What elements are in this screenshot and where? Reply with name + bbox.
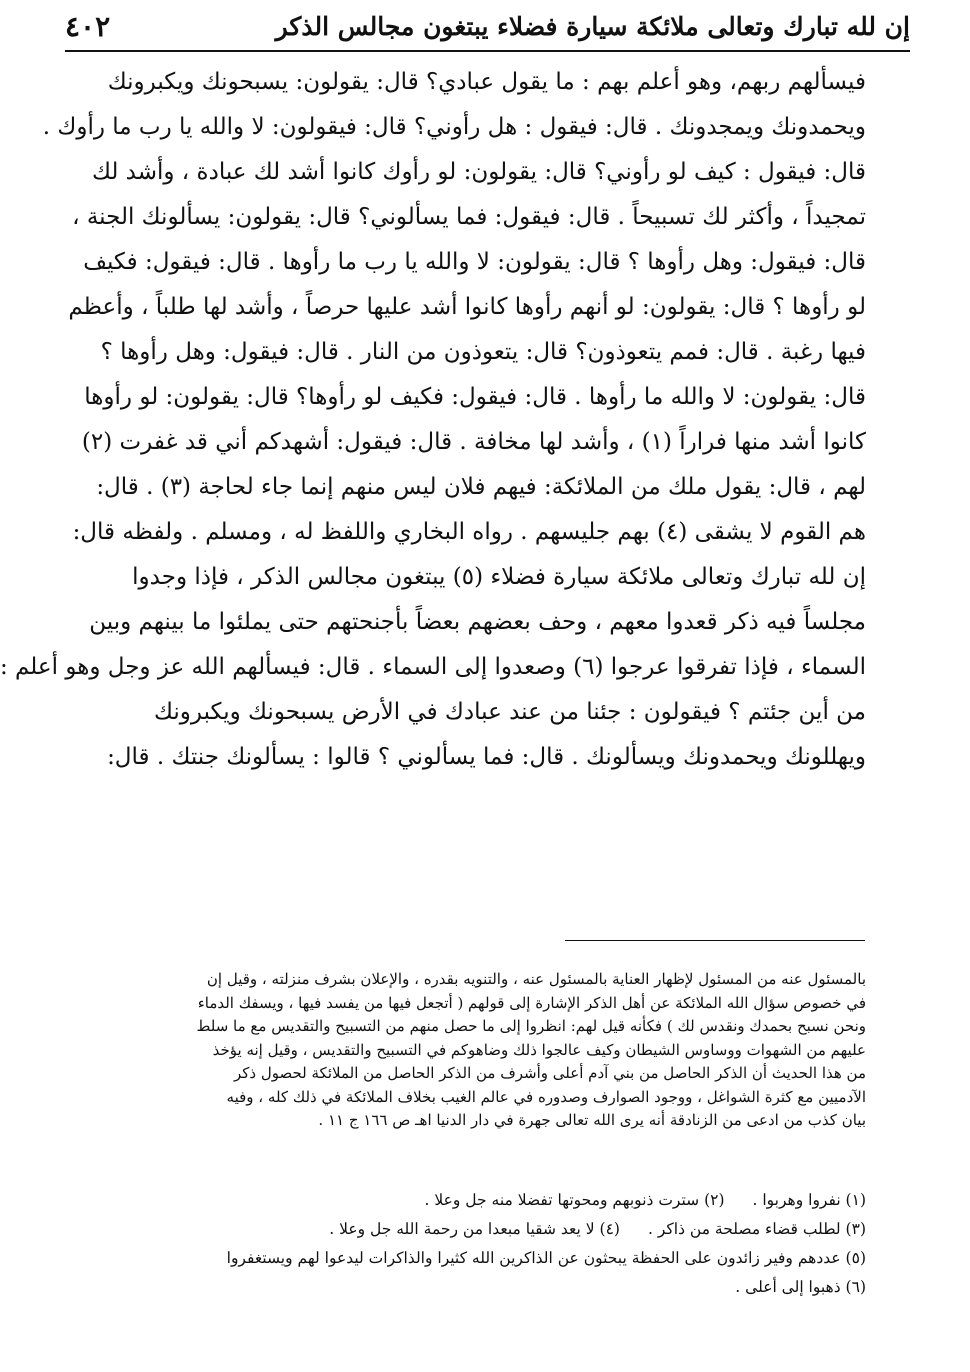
footnote-row: [89, 1215, 866, 1244]
text-line: كانوا أشد منها فراراً (١) ، وأشد لها مخافة . قال: فيقول: أشهدكم أني قد غفرت (٢): [81, 429, 866, 455]
text-line: فيها رغبة . قال: فمم يتعوذون؟ قال: يتعوذون من النار . قال: فيقول: وهل رأوها ؟: [100, 339, 866, 365]
footnote-separator: [565, 940, 865, 941]
text-line: تمجيداً ، وأكثر لك تسبيحاً . قال: فيقول: فما يسألوني؟ قال: يقولون: يسألونك الجنة ،: [72, 204, 866, 230]
footnotes: [89, 1186, 866, 1302]
text-line: قال: يقولون: لا والله ما رأوها . قال: فيقول: فكيف لو رأوها؟ قال: يقولون: لو رأوها: [84, 384, 866, 410]
commentary-line: عليهم من الشهوات ووساوس الشيطان وكيف عالجوا ذلك وضاهوكم في التسبيح والتقديس ، وقيل إنه يؤخذ: [212, 1040, 866, 1059]
commentary-line: من هذا الحديث أن الذكر الحاصل من بني آدم أعلى وأشرف من الذكر الحاصل من الملائكة لحصول ذكر: [233, 1064, 866, 1082]
text-line: إن لله تبارك وتعالى ملائكة سيارة فضلاء (٥) يبتغون مجالس الذكر ، فإذا وجدوا: [132, 564, 866, 590]
text-line: قال: فيقول : كيف لو رأوني؟ قال: يقولون: لو رأوك كانوا أشد لك عبادة ، وأشد لك: [91, 159, 866, 185]
footnote: (٣) لطلب قضاء مصلحة من ذاكر .: [647, 1220, 866, 1238]
commentary: [89, 968, 866, 1133]
main-text: [0, 60, 866, 900]
footnote: (٤) لا يعد شقيا مبعدا من رحمة الله جل وعلا .: [329, 1220, 620, 1238]
text-line: قال: فيقول: وهل رأوها ؟ قال: يقولون: لا والله يا رب ما رأوها . قال: فيقول: فكيف: [83, 249, 866, 275]
page-number: ٤٠٢: [65, 9, 111, 43]
text-line: مجلساً فيه ذكر قعدوا معهم ، وحف بعضهم بعضاً بأجنحتهم حتى يملئوا ما بينهم وبين: [89, 609, 866, 635]
text-line: هم القوم لا يشقى (٤) بهم جليسهم . رواه البخاري واللفظ له ، ومسلم . ولفظه قال:: [72, 519, 866, 545]
footnote: (٢) سترت ذنوبهم ومحوتها تفضلا منه جل وعلا .: [424, 1191, 725, 1209]
commentary-line: بيان كذب من ادعى من الزنادقة أنه يرى الله تعالى جهرة في دار الدنيا اهـ ص ١٦٦ ج ١١ .: [318, 1111, 866, 1129]
text-line: ويهللونك ويحمدونك ويسألونك . قال: فما يسألوني ؟ قالوا : يسألونك جنتك . قال:: [107, 744, 866, 770]
text-line: من أين جئتم ؟ فيقولون : جئنا من عند عبادك في الأرض يسبحونك ويكبرونك: [153, 699, 866, 725]
header-rule: [65, 50, 910, 52]
commentary-line: ونحن نسبح بحمدك ونقدس لك ) فكأنه قيل لهم: انظروا إلى ما حصل منهم من التسبيح والتقديس مع ما سلط: [196, 1017, 866, 1035]
text-line: ويحمدونك ويمجدونك . قال: فيقول : هل رأوني؟ قال: فيقولون: لا والله يا رب ما رأوك .: [42, 114, 866, 140]
footnote-row: [89, 1273, 866, 1302]
page-header: [65, 6, 910, 46]
text-line: لو رأوها ؟ قال: يقولون: لو أنهم رأوها كانوا أشد عليها حرصاً ، وأشد لها طلباً ، وأعظم: [68, 294, 866, 320]
footnote-row: [89, 1186, 866, 1215]
text-line: السماء ، فإذا تفرقوا عرجوا (٦) وصعدوا إلى السماء . قال: فيسألهم الله عز وجل وهو أعلم :: [0, 654, 866, 680]
footnote: (٥) عددهم وفير زائدون على الحفظة يبحثون عن الذاكرين الله كثيرا والذاكرات ليدعوا لهم ويستغفروا: [226, 1249, 866, 1267]
footnote-row: [89, 1244, 866, 1273]
running-title: إن لله تبارك وتعالى ملائكة سيارة فضلاء يبتغون مجالس الذكر: [275, 11, 910, 41]
footnote: (١) نفروا وهربوا .: [752, 1191, 866, 1209]
text-line: فيسألهم ربهم، وهو أعلم بهم : ما يقول عبادي؟ قال: يقولون: يسبحونك ويكبرونك: [107, 69, 866, 95]
commentary-line: بالمسئول عنه من المسئول لإظهار العناية بالمسئول عنه ، والتنويه بقدره ، والإعلان بشرف منزلته ، وقيل إن: [206, 970, 866, 988]
text-line: لهم ، قال: يقول ملك من الملائكة: فيهم فلان ليس منهم إنما جاء لحاجة (٣) . قال:: [96, 474, 866, 500]
commentary-line: الآدميين مع كثرة الشواغل ، ووجود الصوارف وصدوره في عالم الغيب بخلاف الملائكة في ذلك كله ، وفيه: [226, 1087, 866, 1106]
commentary-line: في خصوص سؤال الله الملائكة عن أهل الذكر الإشارة إلى قولهم ( أتجعل فيها من يفسد فيها ، ويسفك الدماء: [197, 993, 866, 1012]
footnote: (٦) ذهبوا إلى أعلى .: [735, 1278, 866, 1296]
